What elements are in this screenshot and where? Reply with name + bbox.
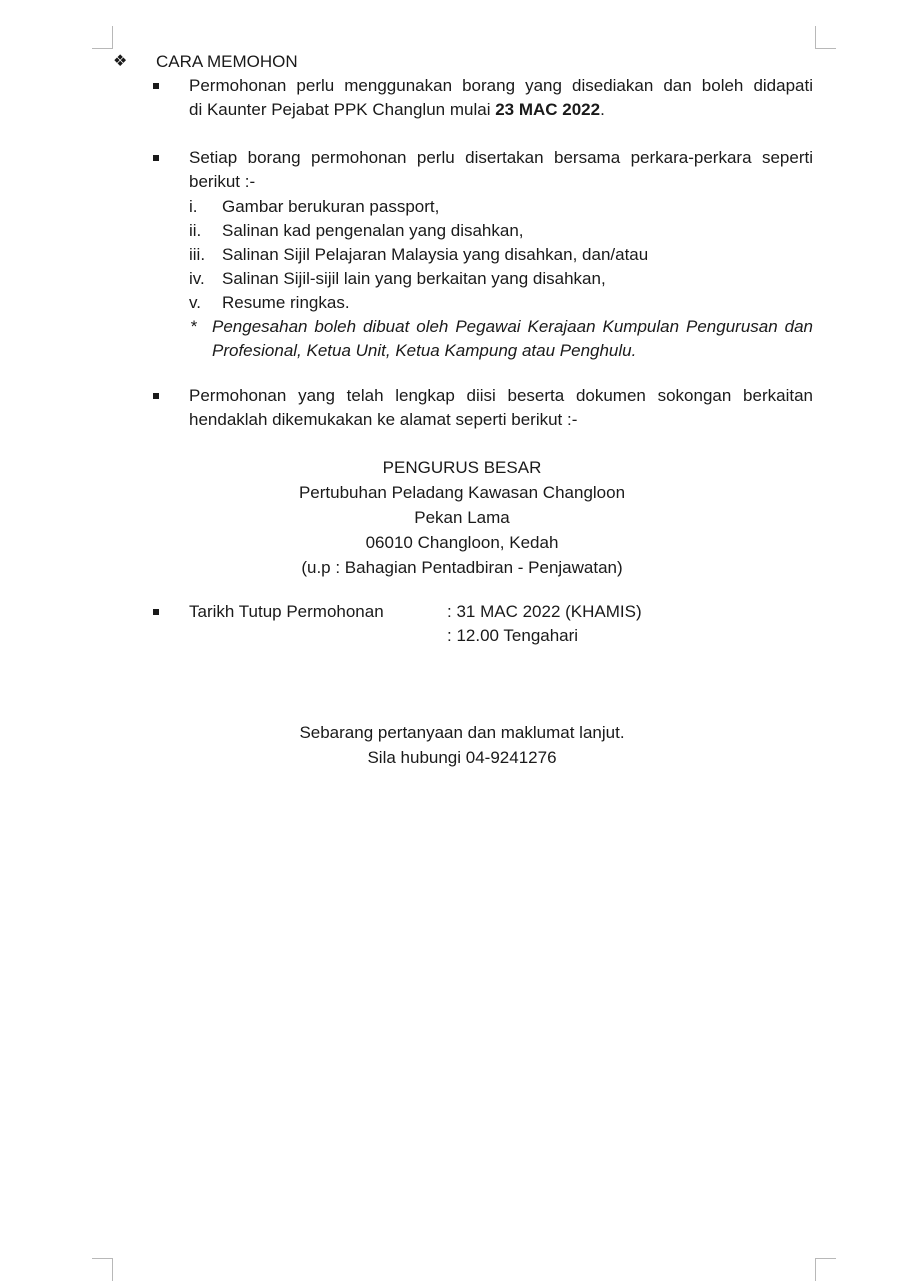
- list-item-number: iii.: [189, 245, 206, 264]
- paragraph-application-form: [189, 74, 813, 122]
- list-item-number: iv.: [189, 269, 205, 288]
- list-item-number: v.: [189, 293, 201, 312]
- paragraph-line: berikut :-: [189, 172, 256, 191]
- address-attention: (u.p : Bahagian Pentadbiran - Penjawatan): [301, 558, 623, 577]
- diamond-bullet-icon: ❖: [113, 53, 128, 70]
- square-bullet-icon: [153, 609, 159, 615]
- crop-mark-top-left: [92, 26, 113, 49]
- square-bullet-icon: [153, 83, 159, 89]
- address-street: Pekan Lama: [414, 508, 510, 527]
- contact-phone: Sila hubungi 04-9241276: [367, 748, 557, 767]
- paragraph-line: Permohonan yang telah lengkap diisi beserta dokumen sokongan berkaitan: [189, 386, 813, 405]
- address-postcode-city: 06010 Changloon, Kedah: [365, 533, 559, 552]
- crop-mark-top-right: [815, 26, 836, 49]
- paragraph-line: Setiap borang permohonan perlu disertakan bersama perkara-perkara seperti: [189, 148, 813, 167]
- paragraph-line: Permohonan perlu menggunakan borang yang disediakan dan boleh didapati: [189, 76, 813, 95]
- paragraph-text: .: [600, 100, 605, 119]
- address-block: [250, 455, 674, 580]
- address-organisation: Pertubuhan Peladang Kawasan Changloon: [298, 483, 626, 502]
- verification-note: [190, 315, 813, 363]
- crop-mark-bottom-right: [815, 1258, 836, 1281]
- contact-line: Sebarang pertanyaan dan maklumat lanjut.: [299, 723, 625, 742]
- paragraph-submission: [189, 384, 813, 432]
- list-item: Gambar berukuran passport,: [222, 197, 440, 216]
- address-recipient: PENGURUS BESAR: [382, 458, 542, 477]
- paragraph-line: hendaklah dikemukakan ke alamat seperti berikut :-: [189, 410, 578, 429]
- list-item: Salinan kad pengenalan yang disahkan,: [222, 221, 524, 240]
- list-item: Salinan Sijil-sijil lain yang berkaitan yang disahkan,: [222, 269, 606, 288]
- list-item-number: i.: [189, 197, 198, 216]
- list-item-number: ii.: [189, 221, 202, 240]
- closing-date-value: : 31 MAC 2022 (KHAMIS): [447, 602, 642, 621]
- paragraph-line: [189, 98, 813, 122]
- square-bullet-icon: [153, 155, 159, 161]
- contact-block: [250, 720, 674, 770]
- closing-time-value: : 12.00 Tengahari: [447, 626, 579, 645]
- list-item: Resume ringkas.: [222, 293, 350, 312]
- crop-mark-bottom-left: [92, 1258, 113, 1281]
- open-date: 23 MAC 2022: [495, 100, 601, 119]
- note-line: Profesional, Ketua Unit, Ketua Kampung atau Penghulu.: [212, 341, 637, 360]
- paragraph-requirements: [189, 146, 813, 194]
- asterisk-icon: *: [190, 317, 197, 336]
- closing-date-label: Tarikh Tutup Permohonan: [189, 602, 384, 621]
- note-line: Pengesahan boleh dibuat oleh Pegawai Kerajaan Kumpulan Pengurusan dan: [212, 317, 813, 336]
- list-item: Salinan Sijil Pelajaran Malaysia yang disahkan, dan/atau: [222, 245, 649, 264]
- section-heading: CARA MEMOHON: [156, 52, 298, 71]
- square-bullet-icon: [153, 393, 159, 399]
- paragraph-text: di Kaunter Pejabat PPK Changlun mulai: [189, 100, 496, 119]
